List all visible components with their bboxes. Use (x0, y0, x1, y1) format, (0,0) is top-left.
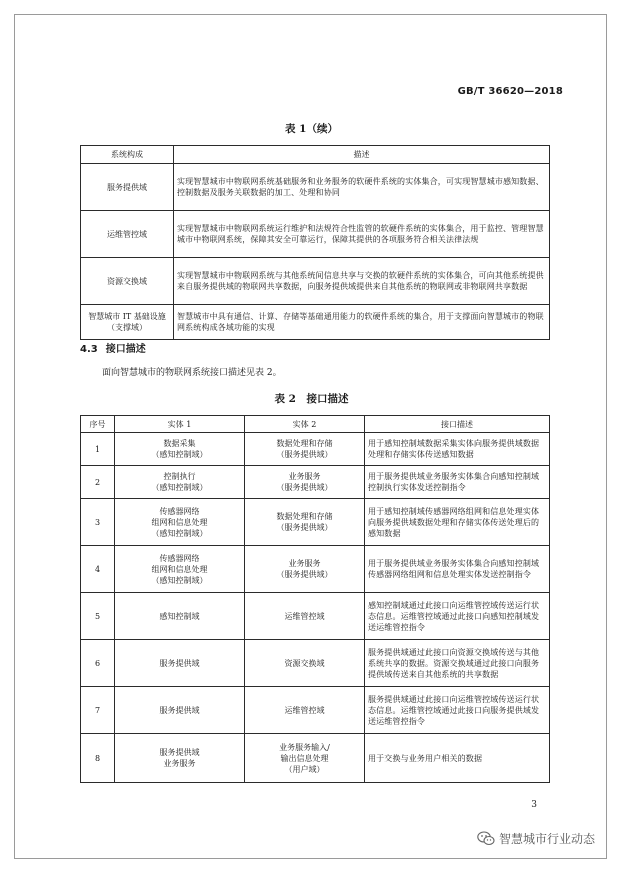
page-number: 3 (531, 800, 537, 810)
interface-description: 用于感知控制域数据采集实体向服务提供域数据处理和存储实体传送感知数据 (365, 433, 550, 466)
table1-caption: 表 1（续） (285, 123, 338, 135)
interface-description: 感知控制域通过此接口向运维管控域传送运行状态信息。运维管控域通过此接口向感知控制域发送运维管控指令 (365, 593, 550, 640)
entity2-line: （用户域） (284, 764, 325, 774)
table-row (81, 433, 550, 466)
entity2-line: 业务服务 (288, 559, 321, 568)
interface-description: 用于交换与业务用户相关的数据 (365, 734, 550, 783)
table-row (81, 593, 550, 640)
wechat-icon (477, 831, 495, 846)
watermark-text: 智慧城市行业动态 (498, 832, 595, 846)
table1-description-cell: 智慧城市中具有通信、计算、存储等基础通用能力的软硬件系统的集合，用于支撑面向智慧城市的物联网系统构成各域功能的实现 (174, 305, 550, 340)
entity1-line: 服务提供域 (159, 658, 200, 668)
entity1-line: 服务提供域 (159, 705, 200, 715)
entity1-cell (115, 687, 245, 734)
entity2-cell (245, 433, 365, 466)
entity1-line: 传感器网络 (159, 553, 200, 563)
entity1-line: 组网和信息处理 (151, 517, 208, 527)
entity1-cell (115, 546, 245, 593)
entity1-line: 感知控制域 (159, 611, 200, 621)
entity2-line: （服务提供域） (276, 523, 333, 532)
entity1-line: 传感器网络 (159, 506, 200, 516)
entity2-cell (245, 499, 365, 546)
entity2-line: 资源交换域 (284, 658, 325, 668)
table-row (81, 499, 550, 546)
table-row (81, 466, 550, 499)
table1 (80, 145, 550, 340)
row-number: 6 (81, 640, 115, 687)
table1-header-component: 系统构成 (81, 146, 174, 164)
table1-component-cell: 服务提供域 (81, 164, 174, 211)
section-heading (80, 340, 146, 355)
table1-header-row (81, 146, 550, 164)
entity2-line: （服务提供域） (276, 570, 333, 579)
row-number: 8 (81, 734, 115, 783)
entity1-cell (115, 499, 245, 546)
entity2-cell (245, 734, 365, 783)
table-row (81, 164, 550, 211)
row-number: 3 (81, 499, 115, 546)
interface-description: 服务提供域通过此接口向资源交换域传送与其他系统共享的数据。资源交换域通过此接口向服务提供域传送来自其他系统的共享数据 (365, 640, 550, 687)
entity1-line: 控制执行 (163, 472, 196, 481)
entity2-line: 数据处理和存储 (276, 512, 333, 521)
interface-description: 用于服务提供域业务服务实体集合向感知控制域控制执行实体发送控制指令 (365, 466, 550, 499)
entity2-cell (245, 466, 365, 499)
table-row (81, 546, 550, 593)
table2-header-entity1: 实体 1 (115, 416, 245, 433)
entity2-line: 运维管控域 (284, 611, 325, 621)
entity1-line: 业务服务 (163, 759, 196, 768)
entity2-line: （服务提供域） (276, 450, 333, 459)
standard-number: GB/T 36620—2018 (457, 86, 563, 97)
row-number: 4 (81, 546, 115, 593)
row-number: 5 (81, 593, 115, 640)
entity2-line: 运维管控域 (284, 705, 325, 715)
entity1-cell (115, 734, 245, 783)
table-row (81, 640, 550, 687)
entity2-line: 业务服务 (288, 472, 321, 481)
table1-description-cell: 实现智慧城市中物联网系统基础服务和业务服务的软硬件系统的实体集合，可实现智慧城市感知数据、控制数据及服务关联数据的加工、处理和协同 (174, 164, 550, 211)
entity2-cell (245, 593, 365, 640)
interface-description: 服务提供域通过此接口向运维管控域传送运行状态信息。运维管控域通过此接口向服务提供域发送运维管控指令 (365, 687, 550, 734)
entity2-line: 数据处理和存储 (276, 439, 333, 448)
entity2-line: 输出信息处理 (280, 753, 329, 763)
table-row (81, 687, 550, 734)
entity1-line: （感知控制域） (151, 450, 208, 459)
entity1-cell (115, 640, 245, 687)
table1-component-cell: 资源交换域 (81, 258, 174, 305)
section-number: 4.3 (80, 344, 98, 355)
section-title: 接口描述 (105, 344, 146, 355)
table1-component-cell: 智慧城市 IT 基础设施（支撑域） (81, 305, 174, 340)
table-row (81, 211, 550, 258)
table2-header-entity2: 实体 2 (245, 416, 365, 433)
entity1-cell (115, 593, 245, 640)
table2-header-no: 序号 (81, 416, 115, 433)
table-row (81, 305, 550, 340)
table2-header-row (81, 416, 550, 433)
entity2-cell (245, 640, 365, 687)
table-row (81, 734, 550, 783)
entity2-line: （服务提供域） (276, 483, 333, 492)
table2-caption: 表 2 接口描述 (274, 393, 349, 405)
entity2-line: 业务服务输入/ (279, 742, 330, 752)
table-row (81, 258, 550, 305)
watermark (477, 830, 595, 847)
table1-header-description: 描述 (174, 146, 550, 164)
interface-description: 用于服务提供域业务服务实体集合向感知控制域传感器网络组网和信息处理实体发送控制指令 (365, 546, 550, 593)
table1-description-cell: 实现智慧城市中物联网系统与其他系统间信息共享与交换的软硬件系统的实体集合，可向其他系统提供来自服务提供域的物联网共享数据，向服务提供域提供来自其他系统的物联网或非物联网共享数据 (174, 258, 550, 305)
table2-header-description: 接口描述 (365, 416, 550, 433)
row-number: 7 (81, 687, 115, 734)
intro-paragraph: 面向智慧城市的物联网系统接口描述见表 2。 (102, 368, 282, 378)
entity1-line: 服务提供域 (159, 748, 200, 757)
table2 (80, 415, 550, 783)
interface-description: 用于感知控制域传感器网络组网和信息处理实体向服务提供域数据处理和存储实体传送处理后的感知数据 (365, 499, 550, 546)
table1-description-cell: 实现智慧城市中物联网系统运行维护和法规符合性监管的软硬件系统的实体集合，用于监控、管理智慧城市中物联网系统，保障其安全可靠运行，保障其提供的各项服务符合相关法律法规 (174, 211, 550, 258)
table1-component-cell: 运维管控域 (81, 211, 174, 258)
entity1-line: （感知控制域） (151, 528, 208, 538)
entity1-cell (115, 433, 245, 466)
entity1-line: （感知控制域） (151, 483, 208, 492)
entity2-cell (245, 546, 365, 593)
row-number: 2 (81, 466, 115, 499)
entity1-line: 组网和信息处理 (151, 564, 208, 574)
row-number: 1 (81, 433, 115, 466)
entity2-cell (245, 687, 365, 734)
entity1-line: 数据采集 (163, 439, 196, 448)
entity1-cell (115, 466, 245, 499)
entity1-line: （感知控制域） (151, 575, 208, 585)
